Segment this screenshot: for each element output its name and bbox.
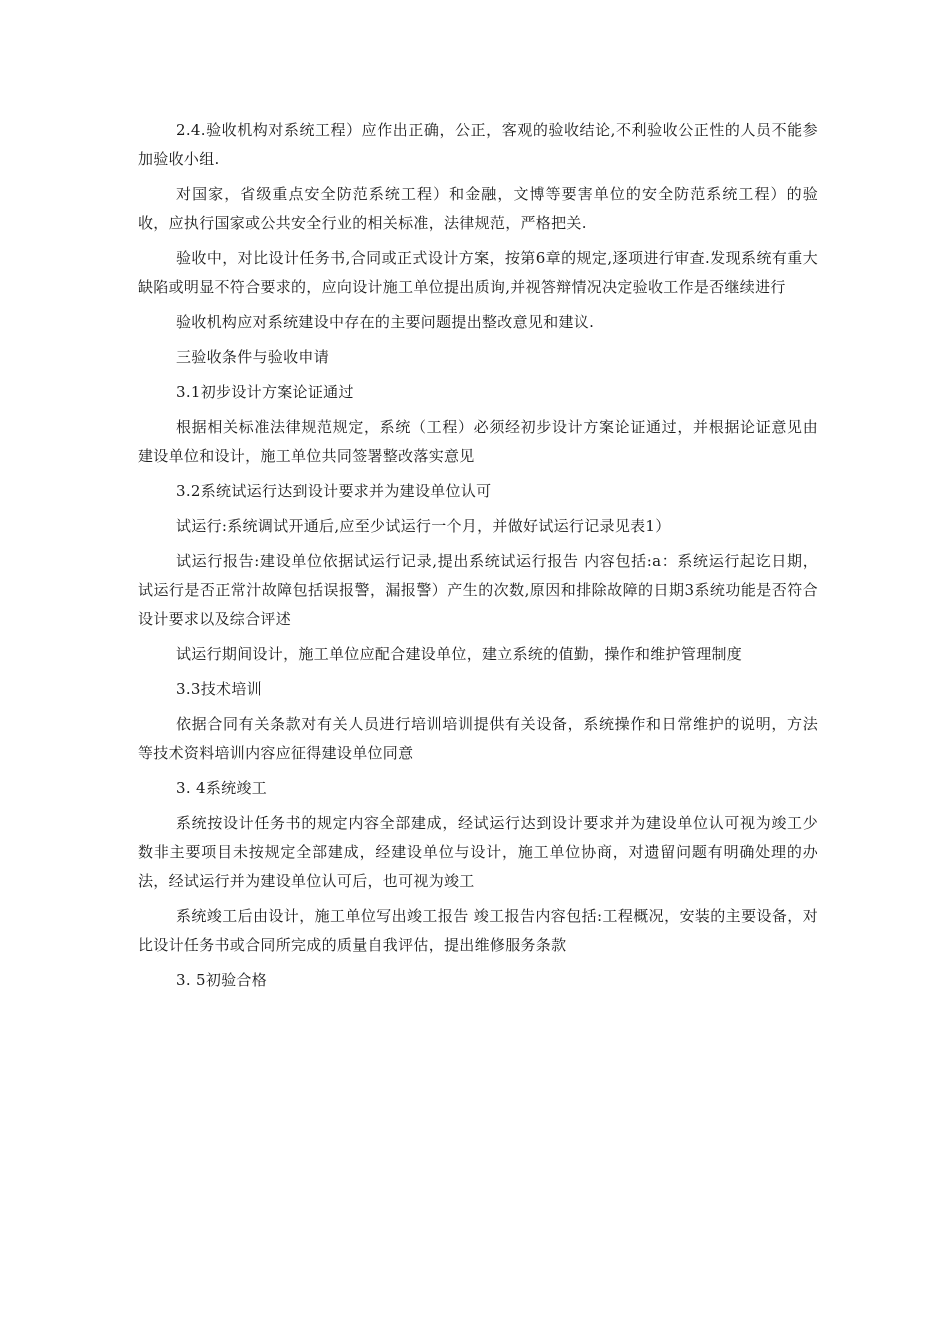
section-heading-3: 三验收条件与验收申请 [176, 348, 330, 366]
paragraph-rectification-advice: 验收机构应对系统建设中存在的主要问题提出整改意见和建议. [176, 313, 595, 331]
paragraph-key-units-acceptance: 对国家，省级重点安全防范系统工程）和金融，文博等要害单位的安全防范系统工程）的验收，应执行国家或公共安全行业的相关标准，法律规范，严格把关. [138, 185, 818, 232]
paragraph-2-4-acceptance-conclusion: 2.4.验收机构对系统工程）应作出正确，公正，客观的验收结论,不利验收公正性的人员不能参加验收小组. [138, 121, 818, 168]
document-body [138, 116, 818, 995]
subheading-3-5: 3. 5初验合格 [176, 971, 268, 989]
paragraph-trial-run: 试运行:系统调试开通后,应至少试运行一个月，并做好试运行记录见表1） [176, 517, 671, 535]
subheading-3-1: 3.1初步设计方案论证通过 [176, 383, 354, 401]
paragraph-technical-training: 依据合同有关条款对有关人员进行培训培训提供有关设备，系统操作和日常维护的说明，方法等技术资料培训内容应征得建设单位同意 [138, 715, 818, 762]
subheading-3-2: 3.2系统试运行达到设计要求并为建设单位认可 [176, 482, 492, 500]
subheading-3-4: 3. 4系统竣工 [176, 779, 268, 797]
subheading-3-3: 3.3技术培训 [176, 680, 262, 698]
paragraph-trial-run-report: 试运行报告:建设单位依据试运行记录,提出系统试运行报告 内容包括:a：系统运行起讫日期，试运行是否正常汁故障包括误报警，漏报警）产生的次数,原因和排除故障的日期3系统功能是否符合设计要求以及综合评述 [138, 552, 818, 628]
paragraph-system-completion: 系统按设计任务书的规定内容全部建成，经试运行达到设计要求并为建设单位认可视为竣工少数非主要项目未按规定全部建成，经建设单位与设计，施工单位协商，对遗留问题有明确处理的办法，经试运行并为建设单位认可后，也可视为竣工 [138, 814, 818, 890]
paragraph-design-demonstration: 根据相关标准法律规范规定，系统（工程）必须经初步设计方案论证通过，并根据论证意见由建设单位和设计，施工单位共同签署整改落实意见 [138, 418, 818, 465]
paragraph-completion-report: 系统竣工后由设计，施工单位写出竣工报告 竣工报告内容包括:工程概况，安装的主要设备，对比设计任务书或合同所完成的质量自我评估，提出维修服务条款 [138, 907, 818, 954]
paragraph-acceptance-review: 验收中，对比设计任务书,合同或正式设计方案，按第6章的规定,逐项进行审查.发现系统有重大缺陷或明显不符合要求的，应向设计施工单位提出质询,并视答辩情况决定验收工作是否继续进行 [138, 249, 818, 296]
paragraph-trial-run-cooperation: 试运行期间设计，施工单位应配合建设单位，建立系统的值勤，操作和维护管理制度 [176, 645, 743, 663]
